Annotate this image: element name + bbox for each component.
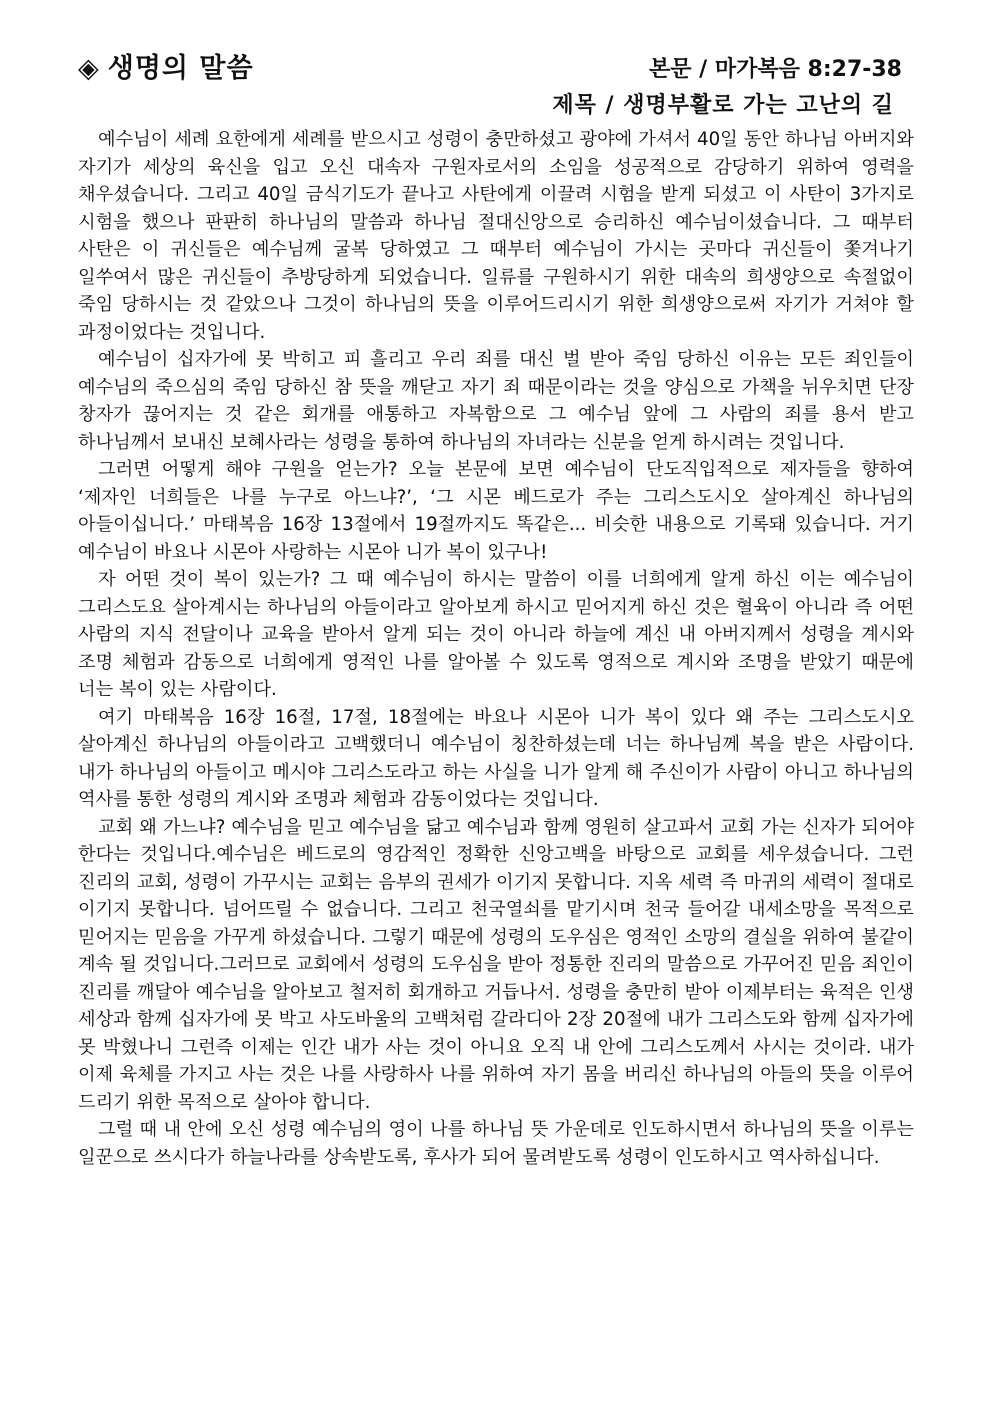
section-title-text: 생명의 말씀 xyxy=(107,53,254,84)
paragraph: 그럴 때 내 안에 오신 성령 예수님의 영이 나를 하나님 뜻 가운데로 인도하시면서 하나님의 뜻을 이루는 일꾼으로 쓰시다가 하늘나라를 상속받도록, 후사가 되어 물려받도록 성령이 인도하시고 역사하십니다. xyxy=(78,1119,914,1168)
paragraph: 교회 왜 가느냐? 예수님을 믿고 예수님을 닮고 예수님과 함께 영원히 살고파서 교회 가는 신자가 되어야 한다는 것입니다.예수님은 베드로의 영감적인 정확한 신앙고백을 바탕으로 교회를 세우셨습니다. 그런 진리의 교회, 성령이 가꾸시는 교회는 음부의 권세가 이기지 못합니다. 지옥 세력 즉 마귀의 세력이 절대로 이기지 못합니다. 넘어뜨릴 수 없습니다. 그리고 천국열쇠를 맡기시며 천국 들어갈 내세소망을 목적으로 믿어지는 믿음을 가꾸게 하셨습니다. 그렇기 때문에 성령의 도우심은 영적인 소망의 결실을 위하여 불같이 계속 될 것입니다.그러므로 교회에서 성령의 도우심을 받아 정통한 진리의 말씀으로 가꾸어진 믿음 죄인이 진리를 깨달아 예수님을 알아보고 철저히 회개하고 거듭나서. 성령을 충만히 받아 이제부터는 육적은 인생 세상과 함께 십자가에 못 박고 사도바울의 고백처럼 갈라디아 2장 20절에 내가 그리스도와 함께 십자가에 못 박혔나니 그런즉 이제는 인간 내가 사는 것이 아니요 오직 내 안에 그리스도께서 사시는 것이라. 내가 이제 육체를 가지고 사는 것은 나를 사랑하사 나를 위하여 자기 몸을 버리신 하나님의 아들의 뜻을 이루어 드리기 위한 목적으로 살아야 합니다. xyxy=(78,816,914,1113)
sermon-header xyxy=(78,44,914,124)
sermon-title: 제목 / 생명부활로 가는 고난의 길 xyxy=(552,93,894,118)
paragraph: 자 어떤 것이 복이 있는가? 그 때 예수님이 하시는 말씀이 이를 너희에게 알게 하신 이는 예수님이 그리스도요 살아계시는 하나님의 아들이라고 알아보게 하시고 믿어지게 하신 것은 혈육이 아니라 즉 어떤 사람의 지식 전달이나 교육을 받아서 알게 되는 것이 아니라 하늘에 계신 내 아버지께서 성령을 계시와 조명 체험과 감동으로 너희에게 영적인 나를 알아볼 수 있도록 영적으로 계시와 조명을 받았기 때문에 너는 복이 있는 사람이다. xyxy=(78,569,914,700)
sermon-body xyxy=(78,126,914,1171)
section-title xyxy=(78,46,254,85)
scripture-reference: 본문 / 마가복음 8:27-38 xyxy=(649,57,902,82)
paragraph: 그러면 어떻게 해야 구원을 얻는가? 오늘 본문에 보면 예수님이 단도직입적으로 제자들을 향하여 ‘제자인 너희들은 나를 누구로 아느냐?’, ‘그 시몬 베드로가 주는 그리스도시오 살아계신 하나님의 아들이십니다.’ 마태복음 16장 13절에서 19절까지도 똑같은... 비슷한 내용으로 기록돼 있습니다. 거기 예수님이 바요나 시몬아 사랑하는 시몬아 니가 복이 있구나! xyxy=(78,459,914,563)
paragraph: 예수님이 세례 요한에게 세례를 받으시고 성령이 충만하셨고 광야에 가셔서 40일 동안 하나님 아버지와 자기가 세상의 육신을 입고 오신 대속자 구원자로서의 소임을 성공적으로 감당하기 위하여 영력을 채우셨습니다. 그리고 40일 금식기도가 끝나고 사탄에게 이끌려 시험을 받게 되셨고 이 사탄이 3가지로 시험을 했으나 판판히 하나님의 말씀과 하나님 절대신앙으로 승리하신 예수님이셨습니다. 그 때부터 사탄은 이 귀신들은 예수님께 굴복 당하였고 그 때부터 예수님이 가시는 곳마다 귀신들이 쫓겨나기 일쑤여서 많은 귀신들이 추방당하게 되었습니다. 일류를 구원하시기 위한 대속의 희생양으로 속절없이 죽임 당하시는 것 같았으나 그것이 하나님의 뜻을 이루어드리시기 위한 희생양으로써 자기가 거쳐야 할 과정이었다는 것입니다. xyxy=(78,129,914,343)
paragraph: 예수님이 십자가에 못 박히고 피 흘리고 우리 죄를 대신 벌 받아 죽임 당하신 이유는 모든 죄인들이 예수님의 죽으심의 죽임 당하신 참 뜻을 깨닫고 자기 죄 때문이라는 것을 양심으로 가책을 뉘우치면 단장 창자가 끊어지는 것 같은 회개를 애통하고 자복함으로 그 예수님 앞에 그 사람의 죄를 용서 받고 하나님께서 보내신 보혜사라는 성령을 통하여 하나님의 자녀라는 신분을 얻게 하시려는 것입니다. xyxy=(78,349,914,453)
paragraph: 여기 마태복음 16장 16절, 17절, 18절에는 바요나 시몬아 니가 복이 있다 왜 주는 그리스도시오 살아계신 하나님의 아들이라고 고백했더니 예수님이 칭찬하셨는데 너는 하나님께 복을 받은 사람이다. 내가 하나님의 아들이고 메시야 그리스도라고 하는 사실을 니가 알게 해 주신이가 사람이 아니고 하나님의 역사를 통한 성령의 계시와 조명과 체험과 감동이었다는 것입니다. xyxy=(78,706,914,810)
sermon-page xyxy=(78,44,914,1384)
diamond-bullet-icon: ◈ xyxy=(78,53,100,84)
